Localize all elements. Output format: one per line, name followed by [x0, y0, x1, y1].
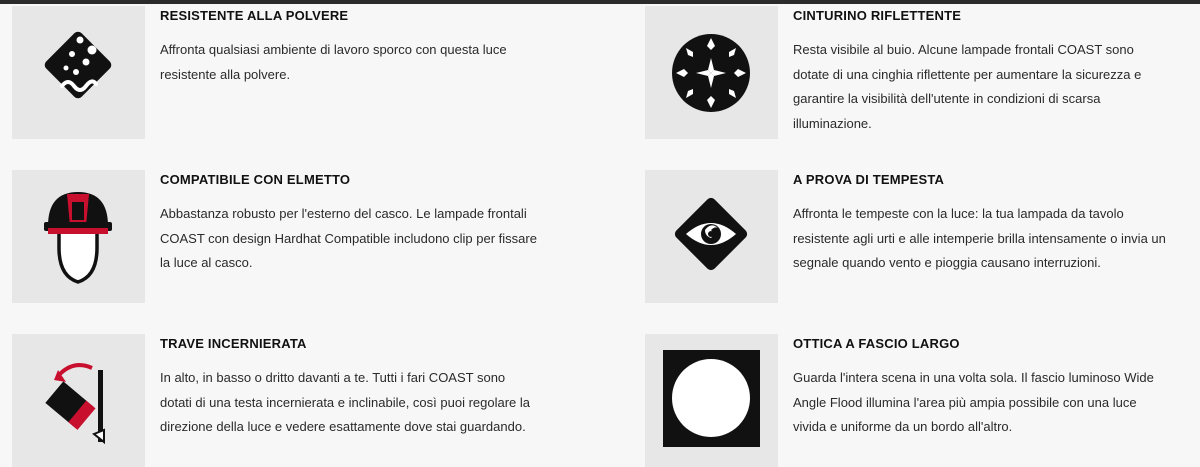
- feature-title: TRAVE INCERNIERATA: [160, 336, 307, 351]
- feature-title: A PROVA DI TEMPESTA: [793, 172, 945, 187]
- top-border: [0, 0, 1200, 4]
- feature-dust-resistant: [12, 6, 552, 138]
- feature-wide-beam: [645, 334, 1185, 466]
- storm-proof-icon: [645, 170, 778, 303]
- feature-hardhat-compatible: [12, 170, 552, 302]
- feature-description: Affronta le tempeste con la luce: la tua lampada da tavolo resistente agli urti e alle intemperie brilla intensamente o invia un segnale quando vento e pioggia causano interruzioni.: [793, 206, 1166, 270]
- feature-storm-proof: [645, 170, 1185, 302]
- feature-description: Guarda l'intera scena in una volta sola. Il fascio luminoso Wide Angle Flood illumina l'area più ampia possibile con una luce vivida e uniforme da un bordo all'altro.: [793, 370, 1154, 434]
- feature-title: RESISTENTE ALLA POLVERE: [160, 8, 349, 23]
- dust-resistant-icon: [12, 6, 145, 139]
- feature-hinged-beam: [12, 334, 552, 466]
- feature-description: Resta visibile al buio. Alcune lampade frontali COAST sono dotate di una cinghia riflettente per aumentare la sicurezza e garantire la visibilità dell'utente in condizioni di scarsa illuminazione.: [793, 42, 1142, 131]
- feature-title: COMPATIBILE CON ELMETTO: [160, 172, 351, 187]
- reflective-strap-icon: [645, 6, 778, 139]
- feature-reflective-strap: [645, 6, 1185, 138]
- feature-description: Abbastanza robusto per l'esterno del casco. Le lampade frontali COAST con design Hardhat Compatible includono clip per fissare la luce al casco.: [160, 206, 537, 270]
- hinged-beam-icon: [12, 334, 145, 467]
- feature-title: OTTICA A FASCIO LARGO: [793, 336, 960, 351]
- feature-description: In alto, in basso o dritto davanti a te. Tutti i fari COAST sono dotati di una testa incernierata e inclinabile, così puoi regolare la direzione della luce e vedere esattamente dove stai guardando.: [160, 370, 531, 434]
- hardhat-icon: [12, 170, 145, 303]
- feature-description: Affronta qualsiasi ambiente di lavoro sporco con questa luce resistente alla polvere.: [160, 42, 507, 82]
- wide-beam-icon: [645, 334, 778, 467]
- feature-title: CINTURINO RIFLETTENTE: [793, 8, 962, 23]
